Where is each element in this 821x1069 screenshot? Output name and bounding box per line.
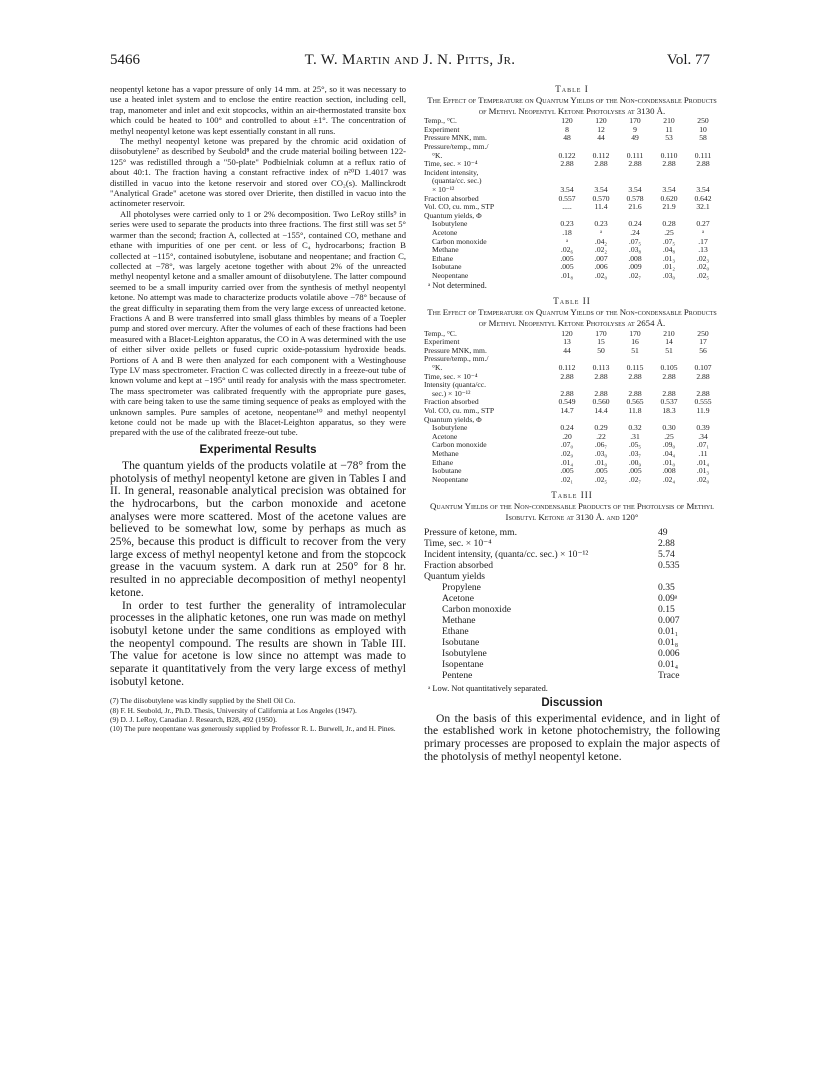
table-cell: 0.01₄ (658, 658, 679, 670)
row-label: Pressure/temp., mm./ (424, 141, 489, 151)
table-cell: .01₂ (662, 262, 676, 272)
table-cell: .07₅ (662, 236, 676, 246)
table-cell: 11.4 (594, 202, 608, 212)
row-label: Isobutylene (442, 647, 487, 659)
table-cell: 0.565 (626, 397, 644, 407)
row-label: Isopentane (442, 658, 484, 670)
table-cell: 5.74 (658, 548, 675, 560)
row-label: Carbon monoxide (432, 440, 487, 450)
table-cell: 2.88 (560, 159, 574, 169)
table-cell: 0.24 (560, 423, 574, 433)
table-3-body (424, 527, 720, 681)
row-label: Pentene (442, 669, 473, 681)
table-cell: .02₇ (628, 270, 642, 280)
table-cell: 48 (563, 133, 571, 143)
table-cell: 0.555 (694, 397, 712, 407)
table-cell: 0.557 (558, 193, 576, 203)
table-cell: 50 (597, 345, 605, 355)
row-label: Acetone (442, 592, 474, 604)
table-cell: .17 (698, 236, 708, 246)
table-cell: .02₃ (696, 253, 710, 263)
table-cell: .01₄ (560, 457, 574, 467)
table-caption: The Effect of Temperature on Quantum Yields of the Non-condensable Products of Methyl Neopentyl Ketone Photolyses at 3130 Å. (427, 95, 717, 116)
table-cell: 2.88 (662, 371, 676, 381)
section-title: Experimental Results (199, 443, 317, 456)
row-label: Methane (432, 448, 459, 458)
table-row (424, 582, 720, 593)
discussion-title: Discussion (541, 696, 603, 709)
table-cell: 0.549 (558, 397, 576, 407)
table-cell: 16 (631, 337, 639, 347)
row-label: Fraction absorbed (424, 559, 494, 571)
row-label: Pressure MNK, mm. (424, 345, 487, 355)
table-cell: 0.23 (594, 219, 608, 229)
table-cell: 250 (697, 328, 709, 338)
table-cell: 3.54 (696, 184, 710, 194)
table-cell: 0.105 (660, 363, 678, 373)
volume-number: Vol. 77 (666, 52, 710, 68)
table-cell: 170 (629, 328, 641, 338)
paragraph: All photolyses were carried only to 1 or 2% decomposition. Two LeRoy stills⁹ in series were used to separate the products into three fractions. The first still was set 5° warmer than the second; fraction A, collected at −155°, contained CO, methane and ethane with impurities of one per cent. or less of C₄ hydrocarbons; fraction B collected at −115°, contained isobutylene, isobutane and neopentane; and fraction C, collected at −78°, was largely acetone together with about 2% of the unreacted methyl neopentyl ketone and a smaller amount of diisobutylene. The latter compound seemed to be a small impurity carried over from the synthesis of methyl neopentyl ketone. No attempt was made to characterize products volatile above −78° because of the great difficulty in separating them from the very large excess of unreacted ketone. Fractions A and B were transferred into small glass thimbles by means of a Toepler pump and stored over mercury. After the volumes of each of these fractions had been measured with a Blacet-Leighton apparatus, the CO in A was determined with the use of either silver oxide pellets or fused cupric oxide-potassium hydroxide beads. Portions of A and B were then analyzed for each component with a Westinghouse Type LV mass spectrometer. Fraction C was collected directly in a freeze-out tube of known volume and kept at −195° until ready for analysis with the mass spectrometer. The mass spectrometer was calibrated frequently with the appropriate pure gases, with care being taken to use the same timing sequence of peaks as employed with the unknown samples. Pure samples of acetone, neopentane¹⁰ and methyl neopentyl ketone could not be made up with the Blacet-Leighton apparatus, so they were prepared with the use of the calibrated freeze-out tube. (110, 208, 406, 438)
table-cell: 58 (699, 133, 707, 143)
table-cell: 2.88 (560, 371, 574, 381)
table-cell (584, 169, 618, 178)
table-cell: 0.01₈ (658, 636, 679, 648)
table-cell: .05₅ (628, 440, 642, 450)
table-cell: .07₀ (560, 440, 574, 450)
row-label: Fraction absorbed (424, 193, 479, 203)
row-label: Quantum yields, Φ (424, 210, 482, 220)
table-row (424, 476, 720, 485)
table-cell: .008 (628, 253, 642, 263)
table-cell: 2.88 (594, 371, 608, 381)
row-label: Acetone (432, 431, 458, 441)
table-cell: 0.006 (658, 647, 680, 659)
discussion-text (424, 713, 720, 764)
table-cell: .02₀ (696, 262, 710, 272)
table-cell: 210 (663, 328, 675, 338)
table-cell: 32.1 (696, 202, 710, 212)
row-label: Carbon monoxide (432, 236, 487, 246)
table-cell: .04₈ (662, 245, 676, 255)
row-label: Experiment (424, 337, 460, 347)
table-footnote: ᵃ Not determined. (428, 281, 487, 291)
table-cell: .01₄ (696, 457, 710, 467)
table-row (424, 659, 720, 670)
row-label: Propylene (442, 581, 481, 593)
row-label: Vol. CO, cu. mm., STP (424, 202, 495, 212)
table-row (424, 549, 720, 560)
row-label: Incident intensity, (quanta/cc. sec.) × 10⁻¹² (424, 548, 589, 560)
table-row (424, 220, 720, 229)
table-cell: .005 (560, 262, 574, 272)
table-row (424, 615, 720, 626)
page-number: 5466 (110, 52, 140, 68)
table-cell: 3.54 (662, 184, 676, 194)
table-cell: .02₄ (662, 474, 676, 484)
table-cell: 14.4 (594, 406, 608, 415)
table-row (424, 330, 720, 339)
table-caption: The Effect of Temperature on Quantum Yields of the Non-condensable Products of Methyl Neopentyl Ketone Photolyses at 2654 Å. (427, 307, 717, 329)
table-cell (618, 169, 652, 178)
table-cell: .03₇ (628, 448, 642, 458)
row-label: Methane (442, 614, 476, 626)
table-cell: 2.88 (658, 537, 675, 549)
row-label: sec.) × 10⁻¹² (432, 388, 471, 398)
table-cell: 0.29 (594, 423, 608, 433)
row-label: Time, sec. × 10⁻⁴ (424, 537, 492, 549)
table-cell: .06₇ (594, 440, 608, 450)
table-cell: 3.54 (628, 184, 642, 194)
table-row (424, 571, 720, 582)
page-header (110, 52, 710, 70)
table-cell: .03₀ (662, 270, 676, 280)
table-cell: .13 (698, 245, 708, 255)
table-1-body (424, 117, 720, 280)
table-cell: 2.88 (560, 388, 574, 398)
table-row (424, 648, 720, 659)
table-cell: .01₀ (662, 457, 676, 467)
table-cell: .07₁ (696, 440, 710, 450)
table-cell: 0.007 (658, 614, 680, 626)
running-authors: T. W. Martin and J. N. Pitts, Jr. (304, 52, 516, 68)
row-label: (quanta/cc. sec.) (432, 176, 482, 186)
table-cell: 120 (595, 116, 607, 126)
table-cell: 250 (697, 116, 709, 126)
table-cell: 0.570 (592, 193, 610, 203)
table-cell: .02₂ (594, 245, 608, 255)
table-cell: .07₅ (628, 236, 642, 246)
table-cell: 0.620 (660, 193, 678, 203)
table-cell: .25 (664, 431, 674, 441)
row-label: Experiment (424, 124, 460, 134)
table-footnote: ᵃ Low. Not quantitatively separated. (428, 683, 548, 693)
table-cell: .22 (596, 431, 606, 441)
table-cell: .03₈ (628, 245, 642, 255)
table-cell: 3.54 (594, 184, 608, 194)
table-cell: 0.30 (662, 423, 676, 433)
table-cell: 51 (631, 345, 639, 355)
table-label: Table III (551, 490, 593, 501)
results-text (110, 460, 406, 689)
table-cell: .25 (664, 227, 674, 237)
table-cell: 0.113 (592, 363, 610, 373)
table-cell: .04₂ (594, 236, 608, 246)
table-cell: 0.578 (626, 193, 644, 203)
table-cell: .005 (560, 466, 574, 476)
table-cell (658, 571, 720, 582)
table-cell: .005 (560, 253, 574, 263)
row-label: Isobutylene (432, 219, 468, 229)
row-label: × 10⁻¹² (432, 184, 455, 194)
row-label: Ethane (442, 625, 469, 637)
table-cell: 53 (665, 133, 673, 143)
table-cell: 210 (663, 116, 675, 126)
table-cell: 49 (631, 133, 639, 143)
table-cell (550, 169, 584, 178)
row-label: Pressure of ketone, mm. (424, 526, 517, 538)
row-label: Time, sec. × 10⁻⁴ (424, 371, 478, 381)
row-label: Time, sec. × 10⁻⁴ (424, 159, 478, 169)
table-cell: ᵃ (701, 227, 705, 237)
table-cell: ᵃ (599, 227, 603, 237)
row-label: Isobutylene (432, 423, 468, 433)
table-cell: Trace (658, 669, 680, 681)
table-cell: 120 (561, 116, 573, 126)
table-cell: .00₉ (628, 457, 642, 467)
row-label: Neopentane (432, 270, 469, 280)
table-cell: 44 (597, 133, 605, 143)
table-cell: ᵃ (565, 236, 569, 246)
row-label: Intensity (quanta/cc. (424, 380, 486, 390)
footnote: (7) The diisobutylene was kindly supplied by the Shell Oil Co. (110, 696, 296, 706)
table-2-body (424, 330, 720, 485)
row-label: Incident intensity, (424, 167, 479, 177)
table-cell: 0.24 (628, 219, 642, 229)
table-cell: 2.88 (628, 159, 642, 169)
table-cell: 0.111 (694, 150, 712, 160)
table-cell: .02₀ (594, 270, 608, 280)
row-label: Ethane (432, 253, 454, 263)
table-cell: 0.35 (658, 581, 675, 593)
table-cell: 170 (629, 116, 641, 126)
table-cell: .02₁ (560, 474, 574, 484)
row-label: Methane (432, 245, 459, 255)
table-cell: 18.3 (662, 406, 676, 415)
table-cell (686, 169, 720, 178)
table-cell: 56 (699, 345, 707, 355)
table-cell: .02₇ (628, 474, 642, 484)
table-cell: .03₀ (594, 448, 608, 458)
row-label: Carbon monoxide (442, 603, 512, 615)
table-cell: .02₅ (594, 474, 608, 484)
table-cell: 0.15 (658, 603, 675, 615)
table-cell: 170 (595, 328, 607, 338)
row-label: Temp., °C. (424, 116, 457, 126)
table-cell: 2.88 (662, 388, 676, 398)
row-label: Neopentane (432, 474, 469, 484)
table-cell: 11 (665, 124, 673, 134)
table-cell: 2.88 (696, 159, 710, 169)
table-cell: 0.27 (696, 219, 710, 229)
paragraph: The quantum yields of the products volatile at −78° from the photolysis of methyl neopentyl ketone are given in Tables I and II. In general, reasonable analytical precision was obtained for the hydrocarbons, but the carbon monoxide and acetone analyses were more scattered. Most of the acetone values are believed to be somewhat low, some by perhaps as much as 25%, because this product is difficult to recover from the very large excess of methyl neopentyl ketone and from the stopcock grease in the vacuum system. A dark run at 250° for 8 hr. resulted in no appreciable decomposition of methyl neopentyl ketone. (110, 458, 406, 599)
paragraph: The methyl neopentyl ketone was prepared by the chromic acid oxidation of diisobutylene⁷ as described by Seubold⁸ and the crude material boiling between 122-125° was redistilled through a "50-plate" Podbielniak column at a reflux ratio of about 40:1. The fraction having a constant refractive index of n²⁰D 1.4017 was distilled in vacuo into the ketone reservoir and stored over CO₂(s). Mallinckrodt "Analytical Grade" acetone was stored over Drierite, then distilled in vacuo into the actinometer reservoir. (110, 136, 406, 209)
table-cell: 13 (563, 337, 571, 347)
table-row (424, 637, 720, 648)
row-label: Ethane (432, 457, 454, 467)
table-cell: ..... (562, 202, 572, 212)
table-cell: .02₉ (560, 448, 574, 458)
table-row (424, 117, 720, 126)
table-cell: 0.23 (560, 219, 574, 229)
row-label: Isobutane (432, 262, 462, 272)
table-label: Table I (555, 84, 589, 94)
table-cell: 51 (665, 345, 673, 355)
left-column (110, 84, 406, 733)
table-cell: .01₀ (594, 457, 608, 467)
table-cell: 2.88 (628, 388, 642, 398)
table-cell: 0.32 (628, 423, 642, 433)
table-cell: 0.09ᵃ (658, 592, 678, 604)
table-row (424, 670, 720, 681)
table-cell: 12 (597, 124, 605, 134)
table-cell: 11.9 (696, 406, 710, 415)
table-cell: 0.01₁ (658, 625, 679, 637)
table-cell: 49 (658, 526, 668, 538)
experimental-text (110, 84, 406, 438)
table-cell: .01₃ (662, 253, 676, 263)
table-row (424, 527, 720, 538)
table-label: Table II (553, 296, 591, 307)
table-cell: 0.110 (660, 150, 678, 160)
table-cell: .006 (594, 262, 608, 272)
row-label: Quantum yields (424, 570, 486, 582)
table-row (424, 424, 720, 433)
table-cell: .20 (562, 431, 572, 441)
table-cell: 0.112 (558, 363, 576, 373)
footnote: (8) F. H. Seubold, Jr., Ph.D. Thesis, University of California at Los Angeles (1947). (110, 705, 357, 715)
row-label: Vol. CO, cu. mm., STP (424, 406, 495, 415)
table-1 (424, 84, 720, 290)
table-cell: 2.88 (628, 371, 642, 381)
table-cell: 0.535 (658, 559, 680, 571)
table-cell: 2.88 (594, 388, 608, 398)
table-cell: 2.88 (696, 371, 710, 381)
row-label: Temp., °C. (424, 328, 457, 338)
table-cell: .02₅ (696, 270, 710, 280)
table-cell: .04₄ (662, 448, 676, 458)
footnote: (9) D. J. LeRoy, Canadian J. Research, B28, 492 (1950). (110, 714, 278, 724)
row-label: Quantum yields, Φ (424, 414, 482, 424)
table-cell: 2.88 (594, 159, 608, 169)
table-cell: 0.122 (558, 150, 576, 160)
table-cell: .009 (628, 262, 642, 272)
row-label: Acetone (432, 227, 458, 237)
paragraph: neopentyl ketone has a vapor pressure of only 14 mm. at 25°, so it was necessary to use a heated inlet system and to enclose the entire reaction section, including cell, trap, manometer and inlet and exit stopcocks, within an air-thermostated transite box which could be heated to 100° and controlled to about ±1°. The concentration of methyl neopentyl ketone was kept essentially constant in all runs. (110, 84, 406, 136)
row-label: Fraction absorbed (424, 397, 479, 407)
table-row (424, 604, 720, 615)
table-cell: .01₈ (560, 270, 574, 280)
table-cell: .005 (628, 466, 642, 476)
table-cell: 44 (563, 345, 571, 355)
table-cell: 0.642 (694, 193, 712, 203)
table-row (424, 626, 720, 637)
row-label: Pressure MNK, mm. (424, 133, 487, 143)
table-cell: 2.88 (696, 388, 710, 398)
table-cell: .09₀ (662, 440, 676, 450)
table-3 (424, 490, 720, 692)
table-cell: 0.111 (626, 150, 644, 160)
table-cell: 0.560 (592, 397, 610, 407)
table-row (424, 538, 720, 549)
table-cell: .34 (698, 431, 708, 441)
table-row (424, 272, 720, 281)
table-cell: .005 (594, 466, 608, 476)
table-cell: 0.112 (592, 150, 610, 160)
footnotes (110, 696, 406, 733)
table-cell: 0.115 (626, 363, 644, 373)
table-cell: 0.39 (696, 423, 710, 433)
table-cell: 0.537 (660, 397, 678, 407)
table-cell: 14.7 (560, 406, 574, 415)
table-cell: 3.54 (560, 184, 574, 194)
table-cell: .02₆ (560, 245, 574, 255)
table-caption: Quantum Yields of the Non-condensable Products of the Photolysis of Methyl Isobutyl Ketone at 3130 Å. and 120° (430, 501, 714, 522)
row-label: Pressure/temp., mm./ (424, 354, 489, 364)
table-cell: .31 (630, 431, 640, 441)
paragraph: In order to test further the generality of intramolecular processes in the aliphatic ketones, one run was made on methyl isobutyl ketone under the same conditions as employed with the neopentyl compound. The results are shown in Table III. The value for acetone is low since no attempt was made to separate it quantitatively from the very large excess of methyl isobutyl ketone. (110, 598, 406, 688)
table-cell: 21.9 (662, 202, 676, 212)
table-cell: 9 (633, 124, 637, 134)
table-cell: .01₃ (696, 466, 710, 476)
row-label: Isobutane (442, 636, 480, 648)
table-cell: 120 (561, 328, 573, 338)
table-cell: 8 (565, 124, 569, 134)
table-cell: .007 (594, 253, 608, 263)
row-label: °K. (432, 363, 443, 373)
table-cell: 14 (665, 337, 673, 347)
right-column (424, 84, 720, 763)
table-cell: .008 (662, 466, 676, 476)
table-cell (652, 169, 686, 178)
table-cell: .24 (630, 227, 640, 237)
table-cell: 11.8 (628, 406, 642, 415)
table-row (424, 560, 720, 571)
paragraph: On the basis of this experimental evidence, and in light of the established work in ketone photochemistry, the following primary processes are proposed to explain the major aspects of the photolysis of methyl neopentyl ketone. (424, 711, 720, 763)
table-cell: 21.6 (628, 202, 642, 212)
table-cell: 17 (699, 337, 707, 347)
table-cell: .11 (698, 448, 708, 458)
table-cell: 15 (597, 337, 605, 347)
row-label: Isobutane (432, 466, 462, 476)
table-cell: .02₀ (696, 474, 710, 484)
table-cell: 0.107 (694, 363, 712, 373)
table-cell: 0.28 (662, 219, 676, 229)
table-cell: 10 (699, 124, 707, 134)
table-2 (424, 296, 720, 484)
table-row (424, 593, 720, 604)
table-cell: 2.88 (662, 159, 676, 169)
table-cell: .18 (562, 227, 572, 237)
footnote: (10) The pure neopentane was generously supplied by Professor R. L. Burwell, Jr., and H. Pines. (110, 724, 396, 734)
row-label: °K. (432, 150, 443, 160)
